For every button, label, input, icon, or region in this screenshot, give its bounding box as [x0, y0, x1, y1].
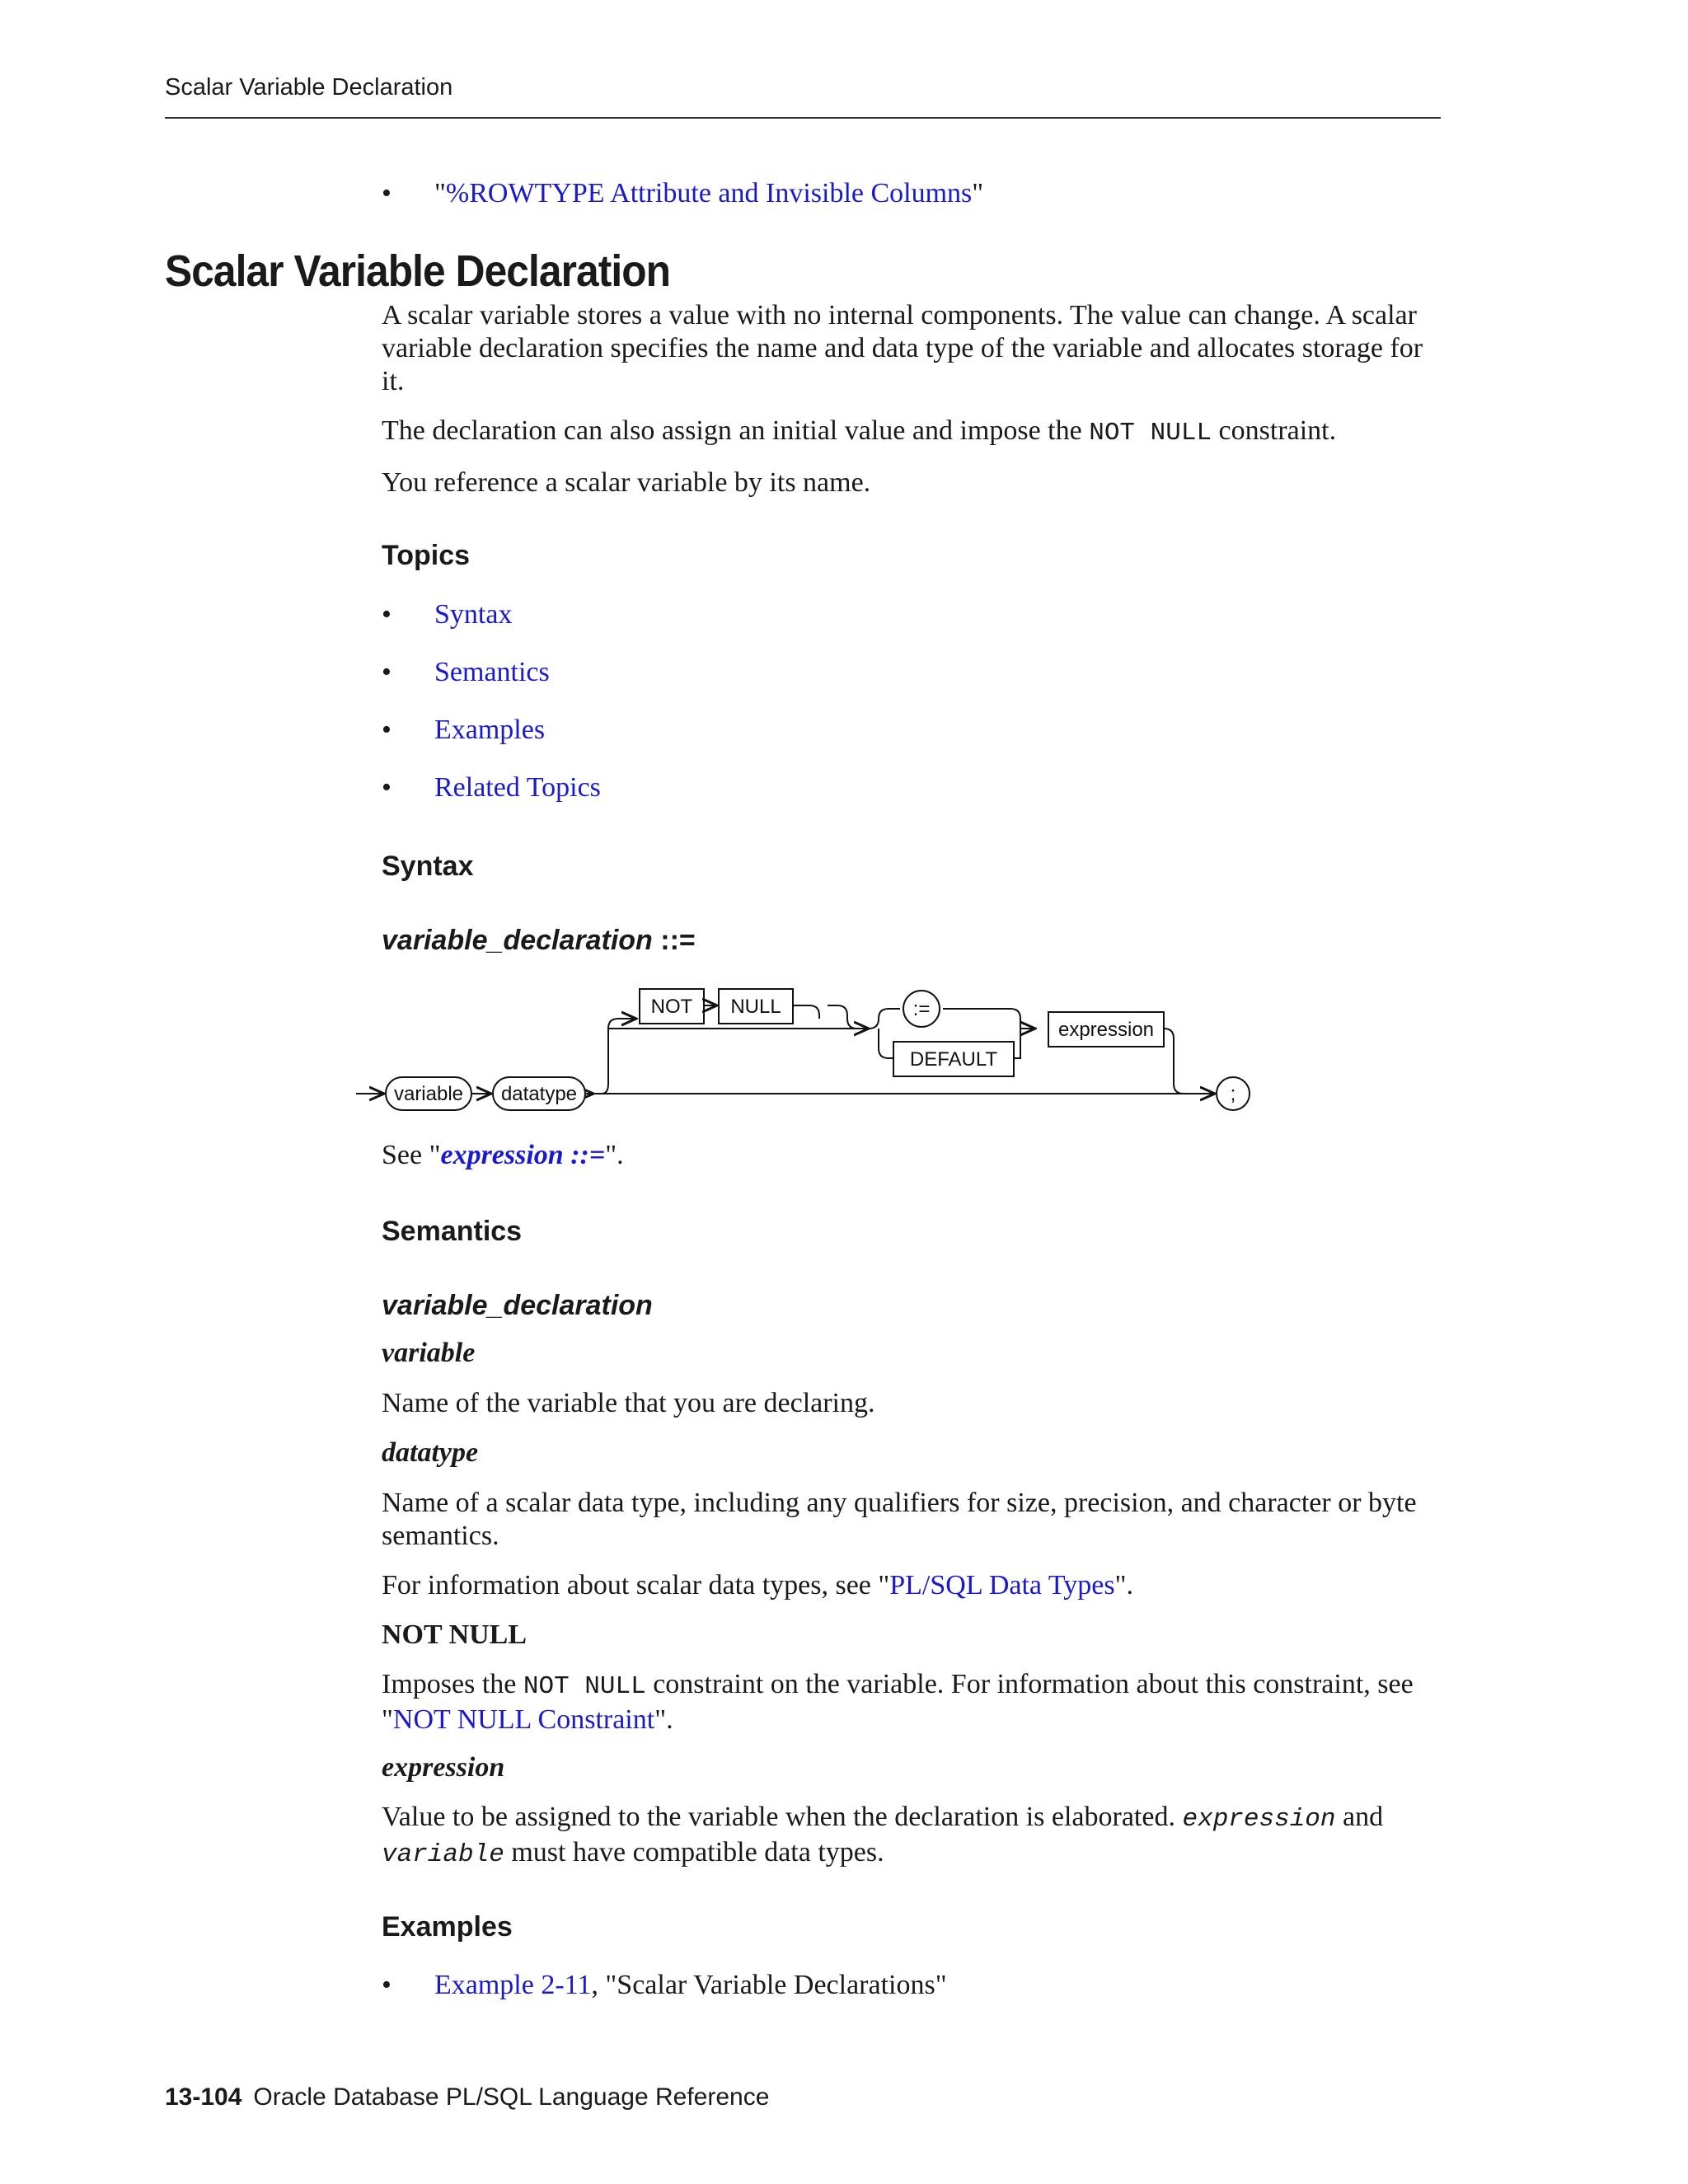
diagram-not: NOT: [650, 996, 693, 1018]
not-null-code: NOT NULL: [1089, 419, 1212, 448]
datatype-description: Name of a scalar data type, including any qualifiers for size, precision, and character or byte semantics. For information about scalar data types, see "PL/SQL Data Types".: [382, 1488, 1417, 1601]
plsql-data-types-link[interactable]: PL/SQL Data Types: [889, 1570, 1115, 1601]
not-null-description: Imposes the NOT NULL constraint on the variable. For information about this constraint, see "NOT NULL Constraint".: [382, 1669, 1414, 1735]
expression-description: Value to be assigned to the variable when the declaration is elaborated. expression and variable must have compatible data types.: [382, 1802, 1384, 1869]
intro-section: [382, 299, 1441, 499]
diagram-variable: variable: [393, 1083, 464, 1105]
expression-link[interactable]: expression ::=: [440, 1140, 606, 1170]
not-null-constraint-link[interactable]: NOT NULL Constraint: [392, 1704, 655, 1735]
bullet-icon: •: [382, 178, 392, 209]
bullet-icon: •: [382, 772, 392, 803]
intro-paragraph-1: A scalar variable stores a value with no internal components. The value can change. A scalar variable declaration specifies the name and data type of the variable and allocates storage for it.: [382, 300, 1423, 396]
see-expression: See "expression ::=".: [382, 1140, 624, 1170]
header-rule: [165, 117, 1441, 119]
topics-heading: Topics: [382, 540, 471, 571]
diagram-assign: :=: [912, 998, 931, 1020]
diagram-expression: expression: [1057, 1019, 1155, 1041]
intro-paragraph-2: The declaration can also assign an initial value and impose the NOT NULL constraint.: [382, 415, 1337, 448]
diagram-datatype: datatype: [500, 1083, 578, 1105]
example-2-11-link[interactable]: Example 2-11: [434, 1970, 592, 2000]
diagram-semicolon: ;: [1230, 1083, 1236, 1105]
syntax-diagram: [346, 972, 1269, 1121]
topic-link-related-topics[interactable]: Related Topics: [434, 772, 601, 803]
topic-link-examples[interactable]: Examples: [434, 715, 546, 745]
term-expression: expression: [382, 1752, 505, 1783]
topic-link-semantics[interactable]: Semantics: [434, 657, 550, 687]
bullet-icon: •: [382, 1970, 392, 2000]
book-title: Oracle Database PL/SQL Language Reference: [253, 2083, 770, 2111]
bullet-icon: •: [382, 715, 392, 745]
page-number: 13-104: [165, 2083, 242, 2111]
topic-link-syntax[interactable]: Syntax: [434, 599, 513, 630]
diagram-default: DEFAULT: [909, 1048, 998, 1071]
diagram-null: NULL: [730, 996, 781, 1018]
bullet-icon: •: [382, 599, 392, 630]
syntax-heading: Syntax: [382, 851, 474, 882]
term-not-null: NOT NULL: [382, 1619, 528, 1650]
rowtype-attribute-link[interactable]: %ROWTYPE Attribute and Invisible Columns: [445, 178, 973, 209]
bullet-icon: •: [382, 657, 392, 687]
page-footer: [165, 2083, 769, 2111]
running-header: Scalar Variable Declaration: [165, 74, 453, 101]
term-datatype: datatype: [382, 1437, 479, 1468]
production-heading: variable_declaration ::=: [382, 925, 696, 956]
term-variable: variable: [382, 1338, 476, 1368]
variable-description: Name of the variable that you are declaring.: [382, 1388, 875, 1418]
semantics-heading: Semantics: [382, 1216, 523, 1247]
semantics-subheading: variable_declaration: [382, 1290, 653, 1321]
page-title: Scalar Variable Declaration: [165, 246, 671, 296]
examples-heading: Examples: [382, 1911, 513, 1943]
intro-paragraph-3: You reference a scalar variable by its name.: [382, 467, 871, 498]
